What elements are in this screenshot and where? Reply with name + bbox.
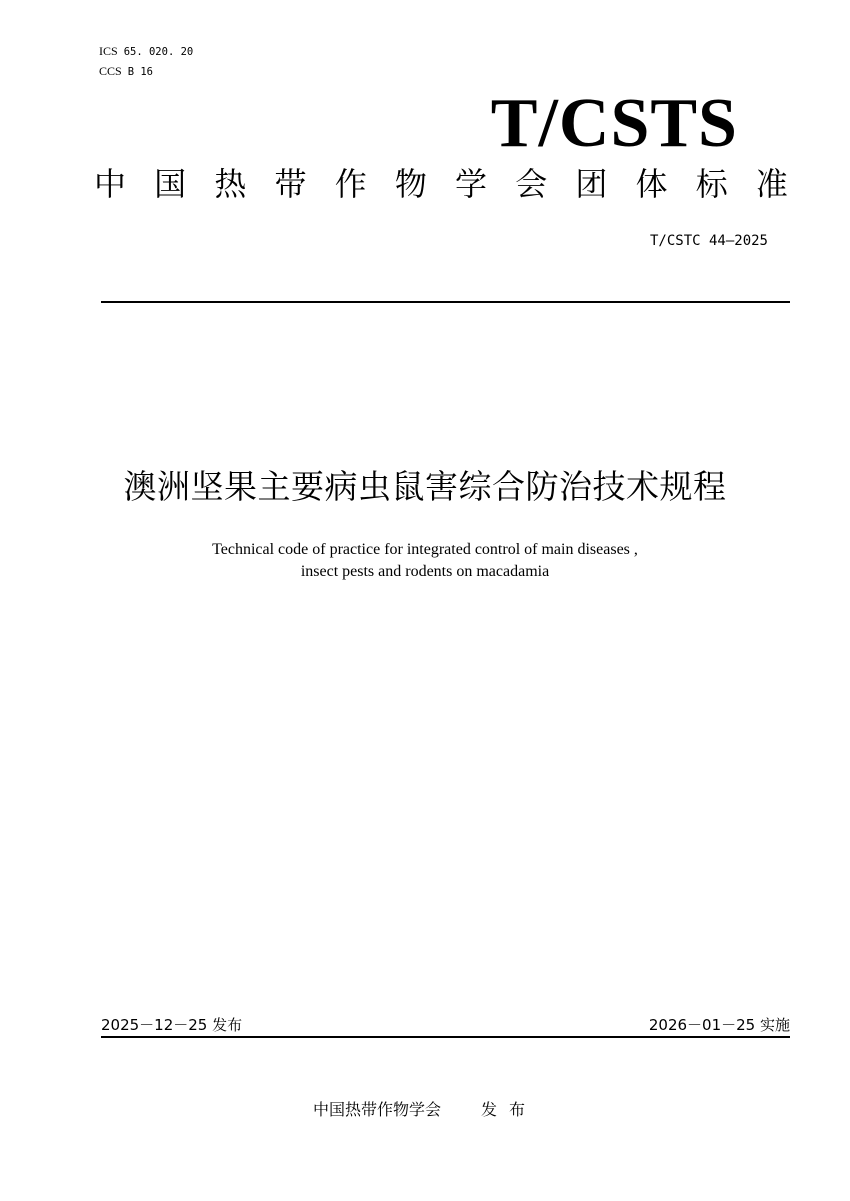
english-title-line-2: insect pests and rodents on macadamia: [300, 563, 550, 580]
org-title-char: 中: [94, 165, 127, 203]
document-title-chinese: 澳洲坚果主要病虫鼠害综合防治技术规程: [123, 467, 727, 506]
document-title-english: [0, 539, 850, 583]
publisher-name: 中国热带作物学会: [312, 1100, 441, 1119]
org-title-char: 团: [575, 165, 608, 203]
english-title-line-1: Technical code of practice for integrated control of main diseases ,: [212, 541, 638, 558]
org-title-char: 带: [274, 165, 307, 203]
standard-brand-mark: T/CSTS: [490, 85, 738, 162]
standard-number: T/CSTC 44—2025: [649, 233, 768, 249]
top-divider: [101, 301, 790, 303]
org-title-char: 热: [214, 165, 247, 203]
issue-date: 2025－12－25 发布: [101, 1016, 243, 1034]
org-title-char: 体: [635, 165, 668, 203]
org-title-char: 会: [515, 165, 548, 203]
ics-label: ICS: [99, 44, 118, 58]
org-title-char: 准: [755, 165, 788, 203]
publisher-line: [0, 1099, 850, 1121]
ccs-label: CCS: [99, 64, 122, 78]
effective-date: 2026－01－25 实施: [648, 1016, 790, 1034]
publish-label: 发布: [481, 1100, 538, 1119]
bottom-divider: [101, 1036, 790, 1038]
organization-standard-title: [94, 164, 788, 204]
org-title-char: 物: [394, 165, 427, 203]
ccs-classification: [99, 64, 153, 79]
org-title-char: 国: [154, 165, 187, 203]
org-title-char: 作: [334, 165, 367, 203]
ics-classification: [99, 44, 193, 59]
ccs-value: B 16: [127, 66, 153, 78]
org-title-char: 标: [695, 165, 728, 203]
ics-value: 65. 020. 20: [123, 46, 194, 58]
org-title-char: 学: [455, 165, 488, 203]
